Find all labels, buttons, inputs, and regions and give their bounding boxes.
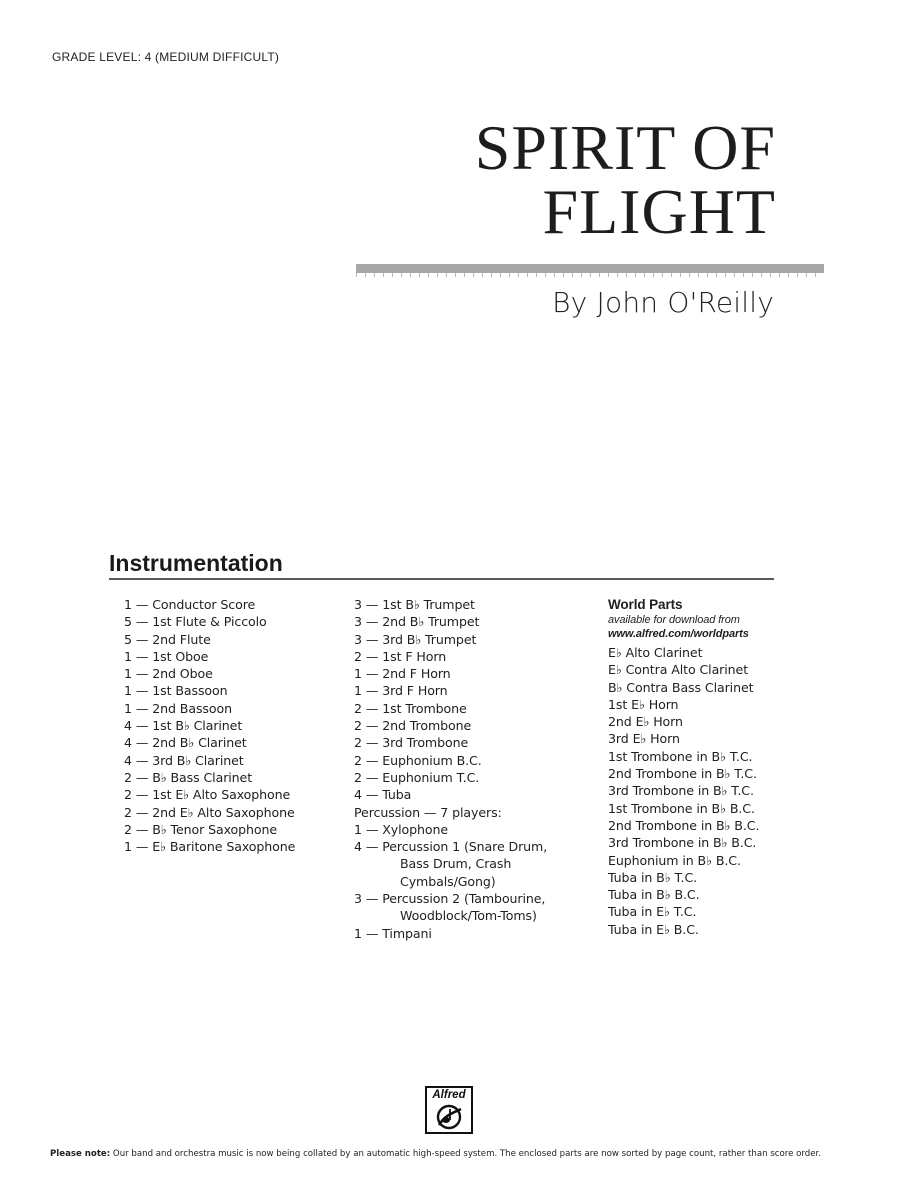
part-item: 3 — 1st B♭ Trumpet xyxy=(354,597,475,612)
world-part-item: 3rd E♭ Horn xyxy=(608,731,680,747)
instrumentation-column-1 xyxy=(124,596,295,855)
footnote-text: Our band and orchestra music is now being collated by an automatic high-speed system. The enclosed parts are now sorted by page count, rather than score order. xyxy=(110,1149,821,1159)
part-item: 1 — 3rd F Horn xyxy=(354,683,448,699)
world-part-item: 1st Trombone in B♭ B.C. xyxy=(608,800,755,816)
world-part-item: 1st Trombone in B♭ T.C. xyxy=(608,748,753,764)
piece-title-line-1: SPIRIT OF xyxy=(474,112,776,183)
part-item: 1 — 2nd F Horn xyxy=(354,666,451,682)
world-part-item: 2nd Trombone in B♭ T.C. xyxy=(608,766,757,782)
instrumentation-column-2 xyxy=(354,596,547,942)
world-part-item: E♭ Alto Clarinet xyxy=(608,645,703,660)
publisher-logo xyxy=(425,1086,473,1134)
composer-byline: By John O'Reilly xyxy=(552,286,774,319)
world-part-item: Tuba in B♭ T.C. xyxy=(608,869,698,885)
part-item: 1 — 2nd Bassoon xyxy=(124,700,232,716)
world-part-item: Euphonium in B♭ B.C. xyxy=(608,852,741,868)
part-item: 2 — 1st F Horn xyxy=(354,648,447,664)
part-item: 3 — Percussion 2 (Tambourine, xyxy=(354,891,546,907)
world-part-item: Tuba in E♭ B.C. xyxy=(608,921,699,937)
music-note-icon xyxy=(429,1103,469,1131)
publisher-logo-text: Alfred xyxy=(432,1089,466,1101)
world-part-item: 2nd Trombone in B♭ B.C. xyxy=(608,817,760,833)
part-item: 1 — 1st Bassoon xyxy=(124,683,228,699)
part-item: 4 — Percussion 1 (Snare Drum, xyxy=(354,839,548,855)
part-item: 2 — 2nd Trombone xyxy=(354,718,472,734)
title-rule-ticks xyxy=(356,273,824,277)
footnote xyxy=(50,1149,860,1159)
part-item: 3 — 3rd B♭ Trumpet xyxy=(354,631,477,647)
instrumentation-heading: Instrumentation xyxy=(109,550,283,576)
part-item: 4 — 1st B♭ Clarinet xyxy=(124,718,243,734)
world-parts-url: www.alfred.com/worldparts xyxy=(608,628,749,640)
part-item: 4 — 3rd B♭ Clarinet xyxy=(124,752,244,768)
world-parts-title: World Parts xyxy=(608,597,683,612)
percussion-header: Percussion — 7 players: xyxy=(354,804,502,820)
title-rule xyxy=(356,264,824,273)
part-item: 4 — Tuba xyxy=(354,787,412,803)
world-parts-column xyxy=(608,596,759,938)
world-part-item: 3rd Trombone in B♭ T.C. xyxy=(608,783,754,799)
part-item: 2 — B♭ Bass Clarinet xyxy=(124,769,253,785)
world-part-item: Tuba in B♭ B.C. xyxy=(608,887,700,903)
part-item: 2 — 1st Trombone xyxy=(354,700,467,716)
part-item: 1 — 1st Oboe xyxy=(124,648,209,664)
footnote-label: Please note: xyxy=(50,1149,111,1159)
world-parts-subtitle: available for download from xyxy=(608,614,740,626)
grade-level: GRADE LEVEL: 4 (MEDIUM DIFFICULT) xyxy=(52,50,280,64)
part-item: 1 — 2nd Oboe xyxy=(124,666,213,682)
part-item: 1 — Xylophone xyxy=(354,821,449,837)
part-item: 5 — 1st Flute & Piccolo xyxy=(124,614,267,630)
part-item: 2 — 2nd E♭ Alto Saxophone xyxy=(124,804,295,820)
part-item: 1 — E♭ Baritone Saxophone xyxy=(124,839,296,855)
part-item: 3 — 2nd B♭ Trumpet xyxy=(354,614,480,630)
part-item-continuation: Woodblock/Tom-Toms) xyxy=(400,908,537,924)
part-item: 2 — Euphonium T.C. xyxy=(354,769,480,785)
part-item: 4 — 2nd B♭ Clarinet xyxy=(124,735,247,751)
part-item: 2 — B♭ Tenor Saxophone xyxy=(124,821,278,837)
world-part-item: B♭ Contra Bass Clarinet xyxy=(608,679,754,695)
instrumentation-rule xyxy=(109,578,774,580)
world-part-item: Tuba in E♭ T.C. xyxy=(608,904,697,920)
piece-title-line-2: FLIGHT xyxy=(542,176,776,247)
part-item-continuation: Bass Drum, Crash xyxy=(400,856,512,872)
world-part-item: E♭ Contra Alto Clarinet xyxy=(608,662,749,678)
part-item: 2 — Euphonium B.C. xyxy=(354,752,482,768)
part-item-continuation: Cymbals/Gong) xyxy=(400,873,496,889)
part-item: 2 — 1st E♭ Alto Saxophone xyxy=(124,787,291,803)
world-part-item: 2nd E♭ Horn xyxy=(608,714,683,730)
piece-title xyxy=(356,112,776,247)
part-item: 5 — 2nd Flute xyxy=(124,631,211,647)
world-part-item: 1st E♭ Horn xyxy=(608,696,679,712)
part-item: 2 — 3rd Trombone xyxy=(354,735,469,751)
part-item: 1 — Conductor Score xyxy=(124,597,256,612)
world-part-item: 3rd Trombone in B♭ B.C. xyxy=(608,835,757,851)
part-item: 1 — Timpani xyxy=(354,925,432,941)
